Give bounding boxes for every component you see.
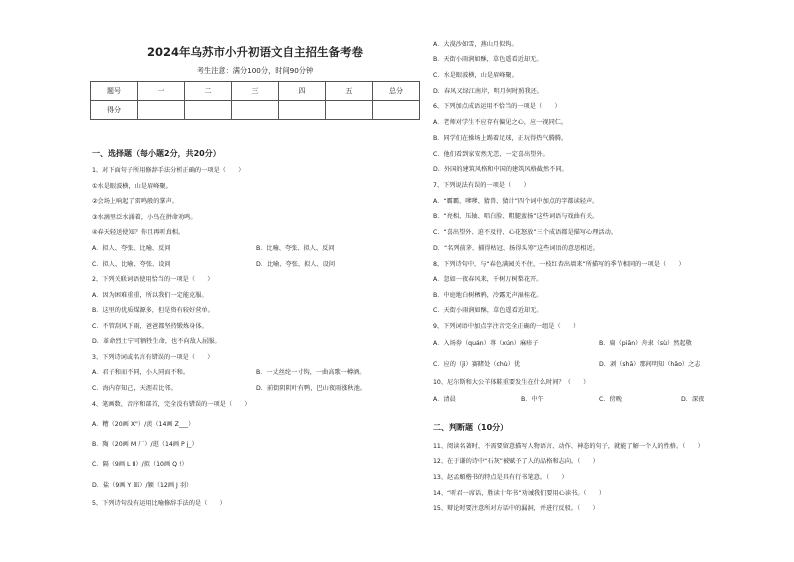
score-header-cell: 一	[138, 82, 185, 101]
question-line: 7、下列说法有误的一项是（ ）	[433, 182, 530, 189]
option-b: B．天街小雨润如酥，草色遥看近却无。	[433, 56, 543, 63]
question-line: ③水滴里泛水涌着，小鸟在拼命劝鸣。	[92, 214, 197, 221]
option-a: A．“霸霸、嗲嗲、猜兽、猜计”四个词中加点的字都读轻声。	[433, 198, 599, 205]
option-d: D．“名列前茅、捕得枯冠、扬得头筹”这些词语的意思相近。	[433, 245, 599, 252]
score-cell	[373, 101, 420, 120]
question-line: 8、下列诗句中，与“春色满园关不住，一枝红杏出墙来”所描写的季节相同的一项是（ ）	[433, 261, 685, 268]
option-b: B．扁（piān）舟隶（sù）然起敬	[599, 340, 692, 347]
option-c: C．天街小雨润如酥，草色遥看近却无。	[433, 307, 543, 314]
option-b: B．比喻、夸张、拟人、反问	[256, 245, 335, 252]
score-header-cell: 二	[185, 82, 232, 101]
option-b: B．这里的优质煤源多，但是资有较好营单。	[92, 307, 214, 314]
option-b: B．陶（20画 M 厂）/逛（14画 P j_）	[92, 441, 198, 448]
judge-line: 15、辩论时要注意所对方话中的漏洞，并进行反驳。（ ）	[433, 505, 599, 512]
option-a: A．入场券（quán）荨（xún）麻疹子	[433, 340, 539, 347]
option-d: D．比喻、夸张、拟人、设问	[256, 261, 336, 268]
page-title: 2024年乌苏市小升初语文自主招生备考卷	[146, 45, 363, 59]
question-line: 9、下列词语中加点字注音完全正确的一组是（ ）	[433, 323, 580, 330]
option-c: C．不管刮风下雨，爸爸都坚持锻炼身体。	[92, 323, 208, 330]
score-row-label: 得分	[91, 101, 138, 120]
option-a: A．糟（20画 X"）/羡（14画 Z___）	[92, 421, 195, 428]
option-b: B．中庭地白树栖鸦，冷露无声湿桂花。	[433, 292, 543, 299]
option-b: B．中午	[521, 396, 544, 403]
score-cell	[326, 101, 373, 120]
option-b: B．“亮相、压轴、唱白脸、粗腿蛮扬”这些词语与戏曲有关。	[433, 213, 599, 220]
option-b: B．一丈丝纶一寸钩，一曲高歌一樽酒。	[256, 369, 366, 376]
option-d: D．春风又绿江南岸，明月何时照我还。	[433, 88, 543, 95]
option-a: A．君子和而不同，小人同而不和。	[92, 369, 190, 376]
option-c: C．应的（jì）赛睹处（chù）优	[433, 361, 521, 368]
score-table	[90, 81, 420, 120]
question-line: 5、下列诗句没有运用比喻修辞手法的是（ ）	[92, 500, 226, 507]
question-line: 6、下列加点成语运用不恰当的一项是（ ）	[433, 103, 561, 110]
question-line: 2、下列关联词语使用恰当的一项是（ ）	[92, 276, 214, 283]
option-a: A．大漠沙如雪，燕山月似钩。	[433, 41, 518, 48]
judge-line: 14、“听君一席话，胜读十年书”劝诫我们要用心读书。（ ）	[433, 490, 606, 497]
question-line: 3、下列诗词或名言有错误的一项是（ ）	[92, 354, 214, 361]
question-line: ②会场上响起了雷鸣般的掌声。	[92, 198, 178, 205]
question-line: ④春天轻送使知？你且再听真相。	[92, 229, 185, 236]
option-d: D．深夜	[681, 396, 705, 403]
option-d: D．盐（9画 Y 皿）/颍（12画 J 羽）	[92, 482, 193, 489]
option-a: A．因为困难重重，所以我们一定能克服。	[92, 292, 208, 299]
option-c: C．他们看到家安然无恙，一定喜出望外。	[433, 151, 549, 158]
option-a: A．忽如一夜春风来，千树万树梨花开。	[433, 276, 543, 283]
score-table-score-row	[91, 101, 420, 120]
score-header-cell: 三	[232, 82, 279, 101]
section-heading-judge: 二、判断题（10分）	[433, 423, 509, 432]
question-line: 1、对下面句子所用修辞手法分析正确的一项是（ ）	[92, 167, 245, 174]
option-c: C．水是眼波横，山是眉峰聚。	[433, 72, 518, 79]
question-line: 4、笔画数、音序和部首，完全没有错误的一项是（ ）	[92, 401, 251, 408]
option-a: A．拟人、夸张、比喻、反问	[92, 245, 171, 252]
option-d: D．前街阴阴叶有鸭，巴山夜雨涨秋池。	[256, 385, 366, 392]
option-c: C．海内存知己，天涯若比邻。	[92, 385, 177, 392]
score-cell	[138, 101, 185, 120]
score-cell	[279, 101, 326, 120]
judge-line: 13、赵孟頫楷书的特点是具有行书笔意。（ ）	[433, 474, 568, 481]
option-c: C．隔（9画 L Ⅱ）/拟（10画 Q !）	[92, 461, 188, 468]
option-d: D．剥（shā）那间明知（hǎo）之志	[599, 361, 701, 368]
section-heading-choice: 一、选择题（每小题2分，共20分）	[92, 149, 221, 158]
option-d: D．革命烈士宁可牺牲生命，也不向敌人屈服。	[92, 338, 221, 345]
score-table-header-row	[91, 82, 420, 101]
option-c: C．拟人、比喻、夸张、设问	[92, 261, 171, 268]
score-header-cell: 四	[279, 82, 326, 101]
option-d: D．外国的建筑风格和中国的建筑风格截然不同。	[433, 166, 568, 173]
score-header-cell: 总分	[373, 82, 420, 101]
option-a: A．老师对学生不应存有偏见之心，应一视同仁。	[433, 119, 568, 126]
judge-line: 11、阅读名著时，不需要留意描写人物语言、动作、神态的句子，就能了解一个人的性格。（ ）	[433, 443, 704, 450]
option-c: C．“喜出望外、迫不及待、心花怒放”三个成语都是描写心理活动。	[433, 229, 617, 236]
score-cell	[232, 101, 279, 120]
question-line: 10、尼尔斯和大公羊体鞋重要发生在什么时间？（ ）	[433, 379, 590, 386]
score-header-cell: 五	[326, 82, 373, 101]
option-c: C．傍晚	[599, 396, 622, 403]
exam-notice: 考生注意：满分100分，时间90分钟	[196, 66, 314, 75]
option-b: B．同学们在操场上踢着足球，正玩得热气腾腾。	[433, 135, 568, 142]
judge-line: 12、在于谦的诗中“石灰”被赋予了人的品格和志向。（ ）	[433, 458, 599, 465]
option-a: A．清晨	[433, 396, 456, 403]
score-cell	[185, 101, 232, 120]
score-header-cell: 题号	[91, 82, 138, 101]
question-line: ①水是眼波横，山是眉峰聚。	[92, 183, 172, 190]
